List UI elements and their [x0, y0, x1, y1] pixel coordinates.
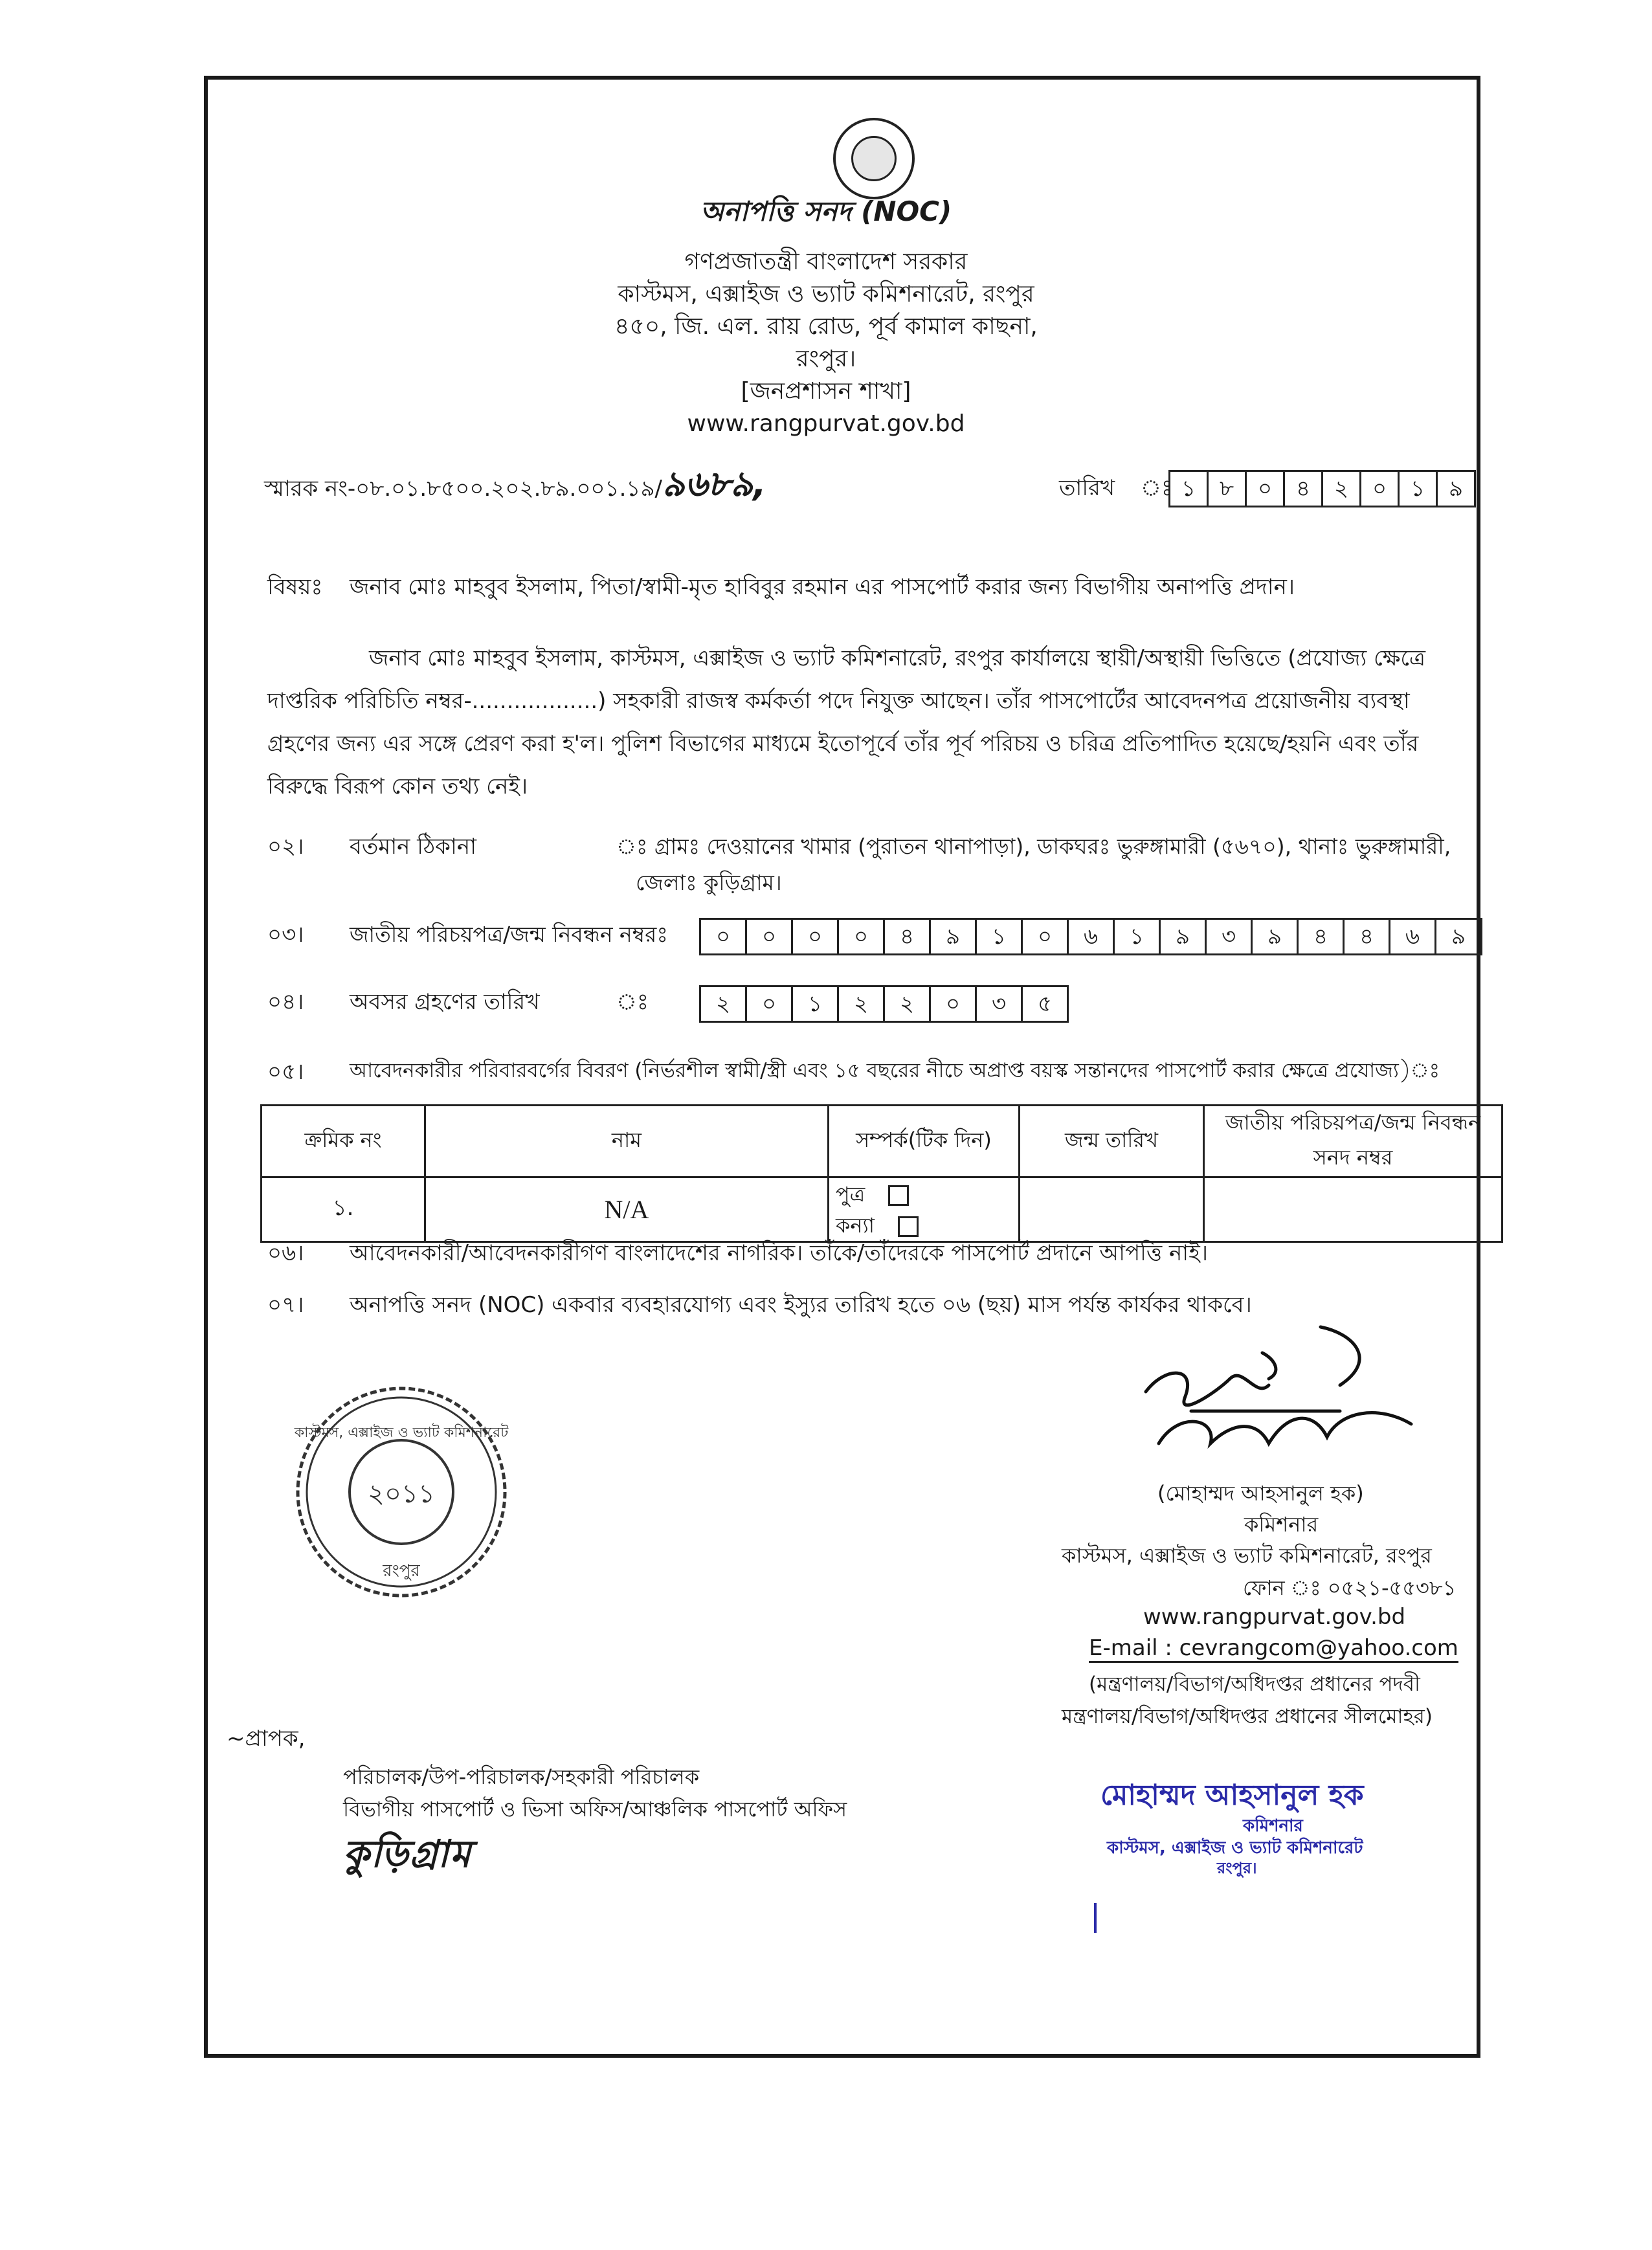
- item-07-number: ০৭।: [267, 1292, 304, 1318]
- retirement-digit: ২: [883, 987, 929, 1021]
- table-row: [262, 1177, 1502, 1242]
- family-table: [260, 1104, 1503, 1243]
- nid-digit: ০: [745, 920, 791, 953]
- memo-ref-label: স্মারক নং-০৮.০১.৮৫০০.২০২.৮৯.০০১.১৯/: [264, 476, 662, 502]
- item-02-number: ০২।: [267, 834, 304, 860]
- seal-year: ২০১১: [368, 1479, 435, 1509]
- signatory-note-2: মন্ত্রণালয়/বিভাগ/অধিদপ্তর প্রধানের সীলমোহর): [1062, 1705, 1433, 1728]
- date-digit: ৮: [1207, 472, 1245, 506]
- letterhead-line-1: গণপ্রজাতন্ত্রী বাংলাদেশ সরকার: [684, 249, 968, 275]
- item-03-number: ০৩।: [267, 922, 304, 948]
- letterhead-line-5: [জনপ্রশাসন শাখা]: [741, 378, 911, 405]
- signatory-office: কাস্টমস, এক্সাইজ ও ভ্যাট কমিশনারেট, রংপুর: [1062, 1543, 1432, 1568]
- recipient-line-1: পরিচালক/উপ-পরিচালক/সহকারী পরিচালক: [343, 1765, 700, 1789]
- item-02-label: বর্তমান ঠিকানা: [350, 834, 476, 860]
- seal-bottom-text: রংপুর: [383, 1561, 420, 1581]
- blue-stamp-name: মোহাম্মদ আহসানুল হক: [1100, 1779, 1364, 1812]
- nid-digit: ৯: [1434, 920, 1480, 953]
- recipient-handwritten: কুড়িগ্রাম: [343, 1832, 473, 1876]
- item-07-text: অনাপত্তি সনদ (NOC) একবার ব্যবহারযোগ্য এবং ইস্যুর তারিখ হতে ০৬ (ছয়) মাস পর্যন্ত কার্যকর থাকবে।: [350, 1292, 1252, 1318]
- th-birth-date: জন্ম তারিখ: [1020, 1106, 1204, 1177]
- retirement-digit: ০: [745, 987, 791, 1021]
- commissioner-signature-icon: [1107, 1314, 1469, 1469]
- signatory-phone: ফোন ঃ ০৫২১-৫৫৩৮১: [1243, 1576, 1457, 1600]
- signatory-designation: কমিশনার: [1244, 1512, 1319, 1537]
- row-nid: [1204, 1177, 1502, 1242]
- government-seal-icon: [833, 118, 915, 199]
- retirement-date-boxes: [699, 985, 1069, 1023]
- item-05-number: ০৫।: [267, 1059, 304, 1085]
- date-separator: ঃ: [1141, 475, 1173, 501]
- retirement-digit: ০: [929, 987, 975, 1021]
- nid-digit: ০: [791, 920, 837, 953]
- item-06-text: আবেদনকারী/আবেদনকারীগণ বাংলাদেশের নাগরিক। তাঁকে/তাঁদেরকে পাসপোর্ট প্রদানে আপত্তি নাই।: [350, 1240, 1209, 1266]
- th-serial: ক্রমিক নং: [262, 1106, 425, 1177]
- item-03-label: জাতীয় পরিচয়পত্র/জন্ম নিবন্ধন নম্বরঃ: [350, 922, 668, 947]
- seal-top-text: কাস্টমস, এক্সাইজ ও ভ্যাট কমিশনারেট: [294, 1425, 509, 1441]
- date-digit: ১: [1181, 476, 1196, 502]
- item-04-label: অবসর গ্রহণের তারিখ: [350, 989, 540, 1015]
- th-nid: জাতীয় পরিচয়পত্র/জন্ম নিবন্ধন সনদ নম্বর: [1204, 1106, 1502, 1177]
- th-name: নাম: [425, 1106, 829, 1177]
- blue-stamp-office: কাস্টমস, এক্সাইজ ও ভ্যাট কমিশনারেট: [1107, 1838, 1363, 1858]
- date-digit: ৪: [1283, 472, 1321, 506]
- date-boxes: [1168, 470, 1476, 507]
- date-digit: ১: [1398, 472, 1436, 506]
- letterhead-line-4: রংপুর।: [796, 346, 856, 372]
- recipient-line-2: বিভাগীয় পাসপোর্ট ও ভিসা অফিস/আঞ্চলিক পাসপোর্ট অফিস: [343, 1797, 847, 1821]
- retirement-digit: ২: [837, 987, 883, 1021]
- recipient-label: ~প্রাপক,: [227, 1726, 306, 1752]
- date-digit: ৯: [1436, 472, 1474, 506]
- item-04-separator: ঃ: [616, 989, 649, 1015]
- row-relation: [829, 1177, 1020, 1242]
- th-relation: সম্পর্ক(টিক দিন): [829, 1106, 1020, 1177]
- blue-mark: [1094, 1903, 1097, 1933]
- item-05-label: আবেদনকারীর পরিবারবর্গের বিবরণ (নির্ভরশীল স্বামী/স্ত্রী এবং ১৫ বছরের নীচে অপ্রাপ্ত বয়স্ক সন্তানদের পাসপোর্ট করার ক্ষেত্রে প্রযোজ্য)ঃ: [350, 1059, 1440, 1082]
- retirement-digit: ২: [715, 991, 731, 1017]
- nid-digit: ০: [1021, 920, 1067, 953]
- letterhead-website: www.rangpurvat.gov.bd: [687, 410, 965, 437]
- row-name: N/A: [425, 1177, 829, 1242]
- memo-reference: [264, 465, 766, 508]
- nid-digit: ৯: [1159, 920, 1205, 953]
- row-birth-date: [1020, 1177, 1204, 1242]
- daughter-checkbox[interactable]: [898, 1216, 919, 1237]
- nid-digit: ৪: [1297, 920, 1343, 953]
- retirement-digit: ৫: [1021, 987, 1067, 1021]
- date-label: তারিখ: [1059, 475, 1115, 501]
- relation-daughter-label: কন্যা: [836, 1212, 875, 1238]
- item-04-number: ০৪।: [267, 989, 304, 1015]
- nid-digit: ৬: [1067, 920, 1113, 953]
- son-checkbox[interactable]: [888, 1185, 909, 1206]
- nid-digit: ৯: [1251, 920, 1297, 953]
- subject-text: জনাব মোঃ মাহবুব ইসলাম, পিতা/স্বামী-মৃত হাবিবুর রহমান এর পাসপোর্ট করার জন্য বিভাগীয় অনাপত্তি প্রদান।: [350, 574, 1295, 600]
- retirement-digit: ৩: [975, 987, 1021, 1021]
- signatory-note-1: (মন্ত্রণালয়/বিভাগ/অধিদপ্তর প্রধানের পদবী: [1089, 1673, 1420, 1696]
- signatory-website: www.rangpurvat.gov.bd: [1143, 1604, 1406, 1630]
- noc-title: অনাপত্তি সনদ (NOC): [700, 195, 952, 227]
- body-line-2: দাপ্তরিক পরিচিতি নম্বর-..................) সহকারী রাজস্ব কর্মকর্তা পদে নিযুক্ত আছেন। তাঁর পাসপোর্টের আবেদনপত্র প্রয়োজনীয় ব্যবস্থা: [267, 688, 1410, 714]
- nid-digit: ৪: [883, 920, 929, 953]
- nid-digit: ০: [715, 924, 731, 950]
- signatory-email: E-mail : cevrangcom@yahoo.com: [1089, 1635, 1458, 1663]
- family-table-header: [262, 1106, 1502, 1177]
- letterhead-line-2: কাস্টমস, এক্সাইজ ও ভ্যাট কমিশনারেট, রংপুর: [618, 281, 1034, 307]
- date-digit: ২: [1321, 472, 1359, 506]
- nid-digit: ১: [975, 920, 1021, 953]
- nid-digit: ৬: [1389, 920, 1434, 953]
- subject-label: বিষয়ঃ: [267, 574, 323, 600]
- memo-ref-number: ৯৬৮৯,: [662, 463, 766, 504]
- nid-digit: ০: [837, 920, 883, 953]
- row-serial: ১.: [262, 1177, 425, 1242]
- body-line-4: বিরুদ্ধে বিরূপ কোন তথ্য নেই।: [267, 774, 528, 799]
- nid-digit: ৩: [1205, 920, 1251, 953]
- date-digit: ০: [1245, 472, 1283, 506]
- address-line-2: জেলাঃ কুড়িগ্রাম।: [636, 870, 782, 895]
- signatory-name: (মোহাম্মদ আহসানুল হক): [1157, 1481, 1364, 1506]
- nid-boxes: [699, 918, 1482, 955]
- nid-digit: ৪: [1343, 920, 1389, 953]
- blue-stamp-city: রংপুর।: [1217, 1859, 1257, 1877]
- blue-stamp-designation: কমিশনার: [1243, 1816, 1303, 1836]
- body-line-1: জনাব মোঃ মাহবুব ইসলাম, কাস্টমস, এক্সাইজ ও ভ্যাট কমিশনারেট, রংপুর কার্যালয়ে স্থায়ী/অস্থায়ী ভিত্তিতে (প্রযোজ্য ক্ষেত্রে: [369, 645, 1426, 671]
- item-06-number: ০৬।: [267, 1240, 304, 1266]
- date-digit: ০: [1359, 472, 1398, 506]
- letterhead-line-3: ৪৫০, জি. এল. রায় রোড, পূর্ব কামাল কাছনা,: [614, 313, 1038, 340]
- retirement-digit: ১: [791, 987, 837, 1021]
- office-round-seal-icon: [291, 1382, 511, 1602]
- nid-digit: ৯: [929, 920, 975, 953]
- body-line-3: গ্রহণের জন্য এর সঙ্গে প্রেরণ করা হ'ল। পুলিশ বিভাগের মাধ্যমে ইতোপূর্বে তাঁর পূর্ব পরিচয় ও চরিত্র প্রতিপাদিত হয়েছে/হয়নি এবং তাঁর: [267, 731, 1419, 757]
- nid-digit: ১: [1113, 920, 1159, 953]
- address-line-1: ঃ গ্রামঃ দেওয়ানের খামার (পুরাতন থানাপাড়া), ডাকঘরঃ ভুরুঙ্গামারী (৫৬৭০), থানাঃ ভুরুঙ্গামারী,: [616, 834, 1451, 859]
- relation-son-label: পুত্র: [836, 1181, 865, 1207]
